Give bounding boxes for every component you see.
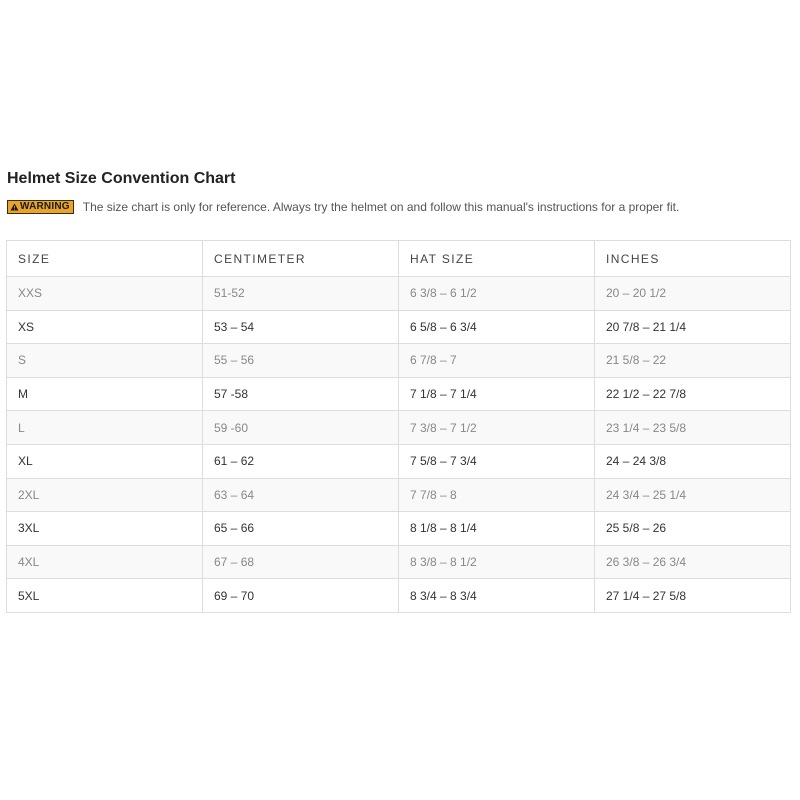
cell-hat-size: 6 5/8 – 6 3/4 [399,310,595,344]
header-inches: INCHES [595,241,791,277]
table-row [7,377,791,411]
table-row [7,512,791,546]
warning-triangle-icon [10,203,19,211]
cell-inches: 24 – 24 3/8 [595,444,791,478]
table-row [7,411,791,445]
header-centimeter: CENTIMETER [203,241,399,277]
size-chart-table [6,240,791,613]
warning-text: The size chart is only for reference. Always try the helmet on and follow this manual's instructions for a proper fit. [82,200,680,214]
cell-hat-size: 6 3/8 – 6 1/2 [399,277,595,311]
cell-size: 3XL [7,512,203,546]
cell-size: 4XL [7,545,203,579]
table-row [7,310,791,344]
warning-badge-label: WARNING [20,201,70,212]
cell-size: S [7,344,203,378]
cell-hat-size: 8 3/4 – 8 3/4 [399,579,595,613]
cell-centimeter: 69 – 70 [203,579,399,613]
cell-centimeter: 55 – 56 [203,344,399,378]
warning-badge [7,200,74,214]
cell-size: 2XL [7,478,203,512]
cell-hat-size: 7 1/8 – 7 1/4 [399,377,595,411]
cell-inches: 25 5/8 – 26 [595,512,791,546]
table-row [7,344,791,378]
cell-centimeter: 51-52 [203,277,399,311]
cell-centimeter: 63 – 64 [203,478,399,512]
cell-centimeter: 67 – 68 [203,545,399,579]
cell-hat-size: 7 3/8 – 7 1/2 [399,411,595,445]
cell-inches: 26 3/8 – 26 3/4 [595,545,791,579]
cell-size: L [7,411,203,445]
cell-inches: 20 – 20 1/2 [595,277,791,311]
table-header-row [7,241,791,277]
cell-centimeter: 53 – 54 [203,310,399,344]
table-row [7,277,791,311]
header-size: SIZE [7,241,203,277]
cell-hat-size: 7 7/8 – 8 [399,478,595,512]
table-row [7,545,791,579]
cell-inches: 22 1/2 – 22 7/8 [595,377,791,411]
cell-centimeter: 57 -58 [203,377,399,411]
table-row [7,478,791,512]
cell-centimeter: 65 – 66 [203,512,399,546]
cell-size: M [7,377,203,411]
cell-centimeter: 59 -60 [203,411,399,445]
cell-inches: 21 5/8 – 22 [595,344,791,378]
cell-inches: 24 3/4 – 25 1/4 [595,478,791,512]
cell-size: XXS [7,277,203,311]
page-title: Helmet Size Convention Chart [7,170,236,187]
cell-size: XL [7,444,203,478]
cell-hat-size: 8 1/8 – 8 1/4 [399,512,595,546]
warning-notice [7,200,679,214]
cell-inches: 23 1/4 – 23 5/8 [595,411,791,445]
cell-hat-size: 7 5/8 – 7 3/4 [399,444,595,478]
cell-hat-size: 8 3/8 – 8 1/2 [399,545,595,579]
cell-hat-size: 6 7/8 – 7 [399,344,595,378]
cell-centimeter: 61 – 62 [203,444,399,478]
header-hat-size: HAT SIZE [399,241,595,277]
cell-size: 5XL [7,579,203,613]
cell-inches: 20 7/8 – 21 1/4 [595,310,791,344]
cell-size: XS [7,310,203,344]
cell-inches: 27 1/4 – 27 5/8 [595,579,791,613]
table-row [7,579,791,613]
table-row [7,444,791,478]
